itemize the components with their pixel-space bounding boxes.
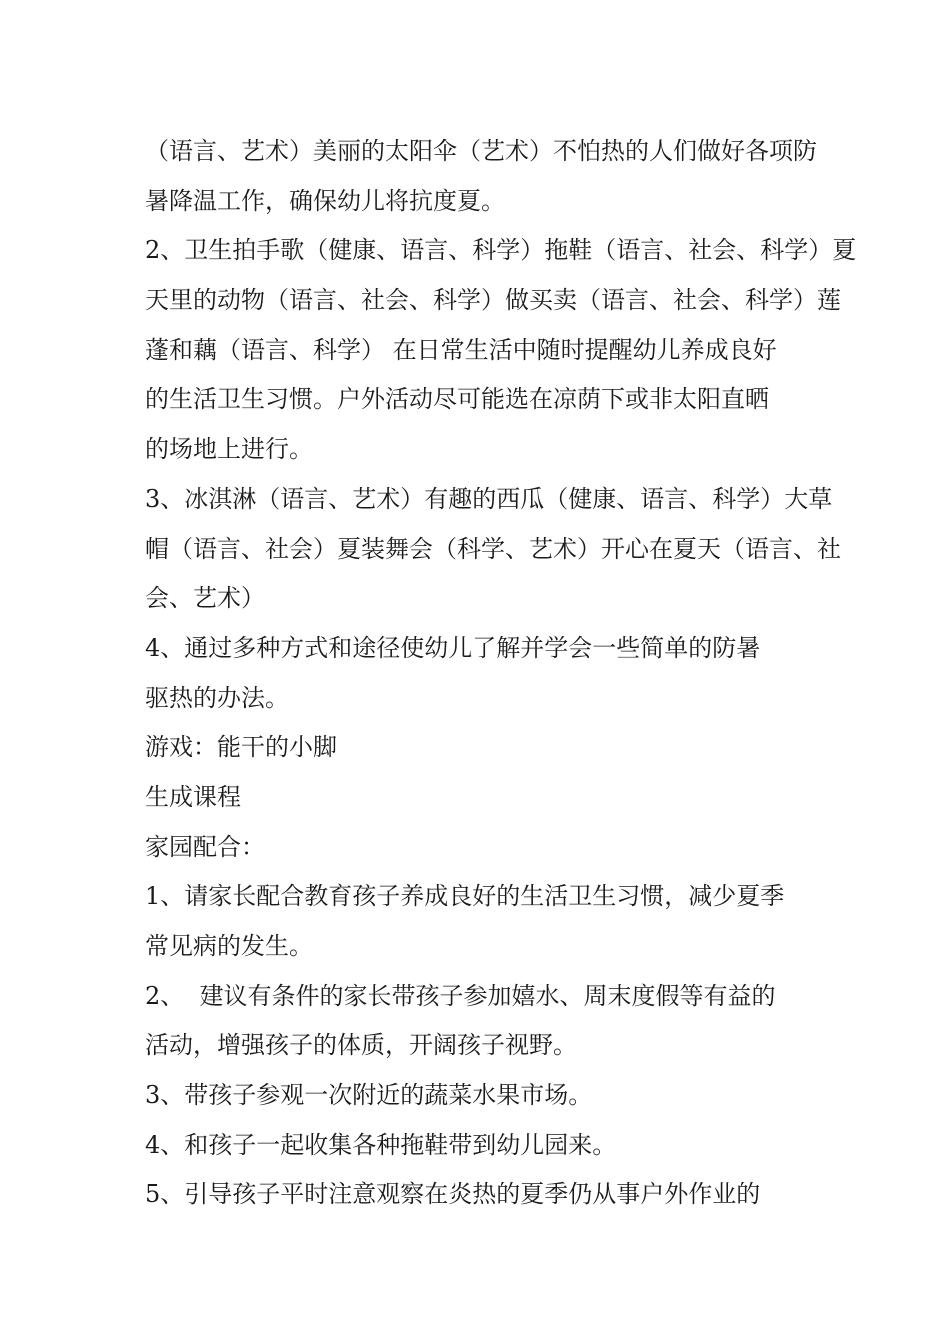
- text-line: 暑降温工作，确保幼儿将抗度夏。: [145, 186, 505, 215]
- text-line: 3、带孩子参观一次附近的蔬菜水果市场。: [145, 1081, 593, 1110]
- text-line: 家园配合：: [145, 832, 265, 861]
- text-line: 的场地上进行。: [145, 435, 313, 464]
- text-line: 4、通过多种方式和途径使幼儿了解并学会一些简单的防暑: [145, 633, 761, 662]
- document-body: [145, 127, 857, 1220]
- text-line: （语言、艺术）美丽的太阳伞（艺术）不怕热的人们做好各项防: [145, 137, 817, 165]
- text-line: 1、请家长配合教育孩子养成良好的生活卫生习惯，减少夏季: [145, 882, 785, 911]
- text-line: 4、和孩子一起收集各种拖鞋带到幼儿园来。: [145, 1130, 617, 1159]
- text-line: 游戏：能干的小脚: [145, 733, 337, 762]
- text-line: 常见病的发生。: [145, 932, 313, 960]
- text-line: 会、艺术）: [145, 584, 265, 613]
- text-line: 2、卫生拍手歌（健康、语言、科学）拖鞋（语言、社会、科学）夏: [145, 236, 857, 265]
- text-line: 天里的动物（语言、社会、科学）做买卖（语言、社会、科学）莲: [145, 286, 841, 315]
- text-line: 蓬和藕（语言、科学） 在日常生活中随时提醒幼儿养成良好: [145, 335, 777, 364]
- text-line: 驱热的办法。: [145, 683, 289, 712]
- text-line: 帽（语言、社会）夏装舞会（科学、艺术）开心在夏天（语言、社: [145, 534, 841, 563]
- text-line: 生成课程: [145, 782, 241, 811]
- text-line: 5、引导孩子平时注意观察在炎热的夏季仍从事户外作业的: [145, 1180, 761, 1209]
- text-line: 的生活卫生习惯。户外活动尽可能选在凉荫下或非太阳直晒: [145, 385, 769, 414]
- text-line: 2、 建议有条件的家长带孩子参加嬉水、周末度假等有益的: [145, 981, 776, 1010]
- text-line: 活动，增强孩子的体质，开阔孩子视野。: [145, 1031, 577, 1060]
- text-line: 3、冰淇淋（语言、艺术）有趣的西瓜（健康、语言、科学）大草: [145, 484, 833, 513]
